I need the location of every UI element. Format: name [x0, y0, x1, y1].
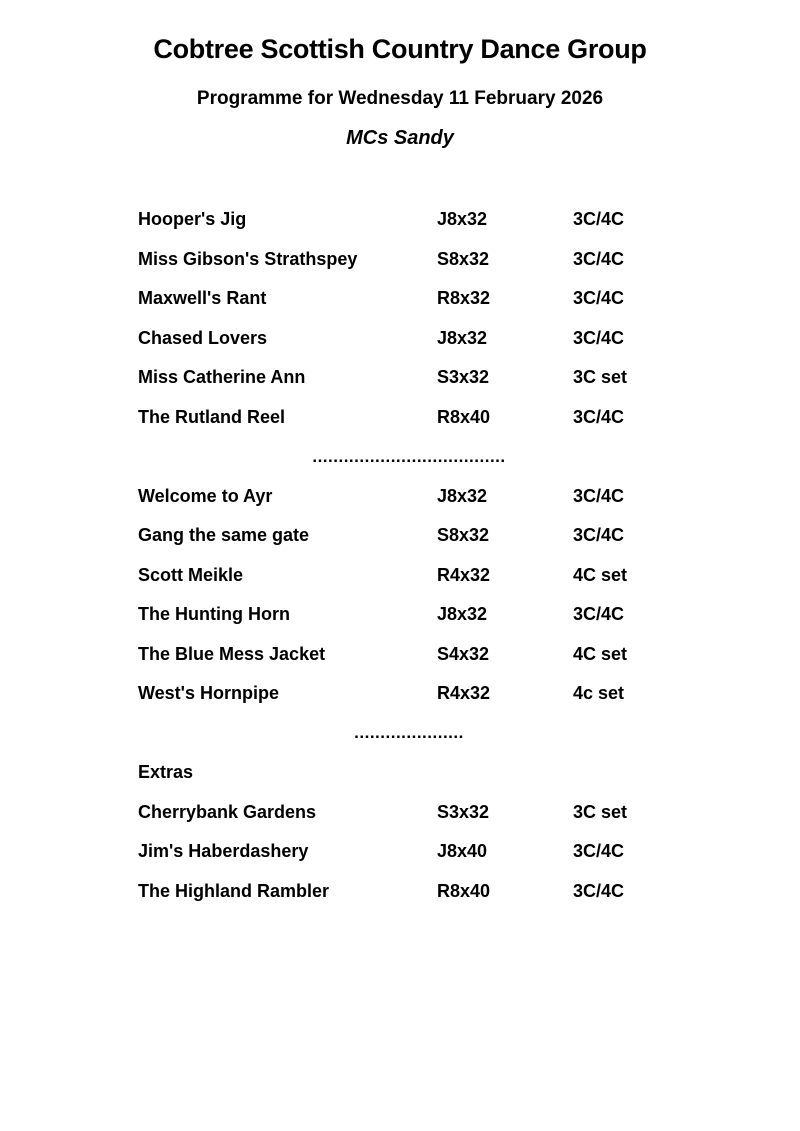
- dance-code: J8x40: [437, 841, 488, 862]
- dance-code: S8x32: [437, 525, 490, 546]
- table-row: [138, 477, 680, 517]
- table-row: [138, 279, 680, 319]
- dance-name: Scott Meikle: [138, 564, 244, 585]
- table-row: [138, 516, 680, 556]
- dance-name: The Rutland Reel: [138, 406, 286, 427]
- dance-code: R4x32: [437, 683, 491, 704]
- dance-set: 3C/4C: [573, 288, 625, 309]
- dance-code: S3x32: [437, 367, 490, 388]
- table-row: [138, 556, 680, 596]
- table-row: [138, 200, 680, 240]
- dance-set: 3C/4C: [573, 525, 625, 546]
- dance-code: S8x32: [437, 248, 490, 269]
- dance-code: J8x32: [437, 327, 488, 348]
- dance-name: Miss Catherine Ann: [138, 367, 306, 388]
- dance-code: R8x32: [437, 288, 491, 309]
- dance-name: The Hunting Horn: [138, 604, 290, 625]
- dance-name: The Highland Rambler: [138, 880, 330, 901]
- dance-code: J8x32: [437, 209, 488, 230]
- table-row: [138, 398, 680, 438]
- dance-set: 3C/4C: [573, 209, 625, 230]
- table-row: [138, 358, 680, 398]
- dance-set: 3C/4C: [573, 880, 625, 901]
- table-row: [138, 635, 680, 675]
- dance-set: 3C/4C: [573, 248, 625, 269]
- section-divider: .....................: [354, 723, 464, 743]
- table-row: [138, 595, 680, 635]
- table-row: [138, 674, 680, 714]
- dance-name: Jim's Haberdashery: [138, 841, 309, 862]
- dance-set: 3C/4C: [573, 485, 625, 506]
- page-title: Cobtree Scottish Country Dance Group: [153, 34, 647, 64]
- table-row: [138, 793, 680, 833]
- dance-set: 3C set: [573, 367, 628, 388]
- dance-name: Miss Gibson's Strathspey: [138, 248, 358, 269]
- dance-set: 3C/4C: [573, 604, 625, 625]
- dance-code: R8x40: [437, 880, 491, 901]
- dance-set: 4C set: [573, 564, 628, 585]
- mc-line: MCs Sandy: [346, 127, 454, 149]
- dance-code: R8x40: [437, 406, 491, 427]
- programme-subtitle: Programme for Wednesday 11 February 2026: [196, 88, 604, 109]
- dance-name: Gang the same gate: [138, 525, 310, 546]
- table-row: [138, 872, 680, 912]
- extras-heading: Extras: [138, 762, 194, 783]
- dance-name: Maxwell's Rant: [138, 288, 267, 309]
- dance-set: 3C/4C: [573, 406, 625, 427]
- table-row: [138, 832, 680, 872]
- dance-set: 4C set: [573, 643, 628, 664]
- dance-name: Hooper's Jig: [138, 209, 247, 230]
- dance-code: S3x32: [437, 801, 490, 822]
- dance-programme-list: [138, 200, 680, 911]
- dance-code: S4x32: [437, 643, 490, 664]
- dance-code: J8x32: [437, 604, 488, 625]
- dance-name: Welcome to Ayr: [138, 485, 273, 506]
- table-row: [138, 319, 680, 359]
- dance-code: R4x32: [437, 564, 491, 585]
- dance-name: The Blue Mess Jacket: [138, 643, 326, 664]
- section-divider: .....................................: [312, 446, 506, 466]
- dance-name: Chased Lovers: [138, 327, 268, 348]
- dance-set: 3C/4C: [573, 327, 625, 348]
- dance-name: Cherrybank Gardens: [138, 801, 317, 822]
- dance-set: 3C/4C: [573, 841, 625, 862]
- dance-name: West's Hornpipe: [138, 683, 279, 704]
- dance-set: 3C set: [573, 801, 628, 822]
- table-row: [138, 240, 680, 280]
- dance-code: J8x32: [437, 485, 488, 506]
- dance-set: 4c set: [573, 683, 625, 704]
